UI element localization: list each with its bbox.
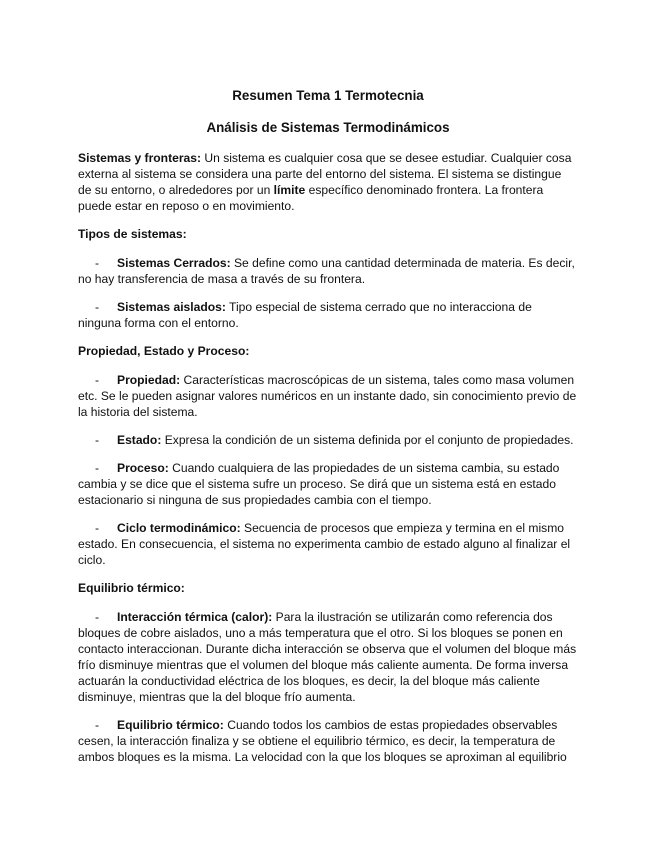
item-term: Propiedad: (117, 373, 181, 387)
bullet-dash: - (95, 300, 100, 314)
bullet-dash: - (95, 373, 100, 387)
section-heading-equilibrio: Equilibrio térmico: (78, 581, 185, 595)
item-text: Cuando todos los cambios de estas propiedades observables cesen, la interacción finaliza y se obtiene el equilibrio térmico, es decir, la temperatura de ambos bloques es la misma. La velocidad con la que los bloques se aproximan al equilibrio (78, 718, 567, 764)
item-text: Secuencia de procesos que empieza y termina en el mismo estado. En consecuencia, el sistema no experimenta cambio de estado alguno al finalizar el ciclo. (78, 521, 571, 567)
intro-text-1: Un sistema es cualquier cosa que se desee estudiar. Cualquier cosa externa al sistema se considera una parte del entorno del sistema. El sistema se distingue de su entorno, o alrededores por un (78, 151, 572, 197)
list-item (78, 520, 578, 568)
list-item (78, 372, 578, 420)
list-item (78, 432, 578, 448)
list-item (78, 299, 578, 331)
item-term: Estado: (117, 433, 162, 447)
list-item (78, 717, 578, 765)
bullet-dash: - (95, 718, 100, 732)
document-page (78, 88, 578, 777)
list-item (78, 460, 578, 508)
intro-emphasis: límite (273, 183, 306, 197)
item-text: Se define como una cantidad determinada de materia. Es decir, no hay transferencia de masa a través de su frontera. (78, 256, 575, 286)
item-text: Cuando cualquiera de las propiedades de un sistema cambia, su estado cambia y se dice que el sistema sufre un proceso. Se dirá que un sistema está en estado estacionario si ninguna de sus propiedades cambia con el tiempo. (78, 461, 560, 507)
item-text: Para la ilustración se utilizarán como referencia dos bloques de cobre aislados, uno a más temperatura que el otro. Si los bloques se ponen en contacto interaccionan. Durante dicha interacción se observa que el volumen del bloque más frío disminuye mientras que el volumen del bloque más caliente aumenta. De forma inversa actuarán la conductividad eléctrica de los bloques, es decir, la del bloque más caliente disminuye, mientras que la del bloque frío aumenta. (78, 610, 577, 704)
item-term: Equilibrio térmico: (117, 718, 224, 732)
bullet-dash: - (95, 610, 100, 624)
item-term: Ciclo termodinámico: (117, 521, 241, 535)
intro-term: Sistemas y fronteras: (78, 151, 202, 165)
list-item (78, 609, 578, 705)
item-text: Características macroscópicas de un sistema, tales como masa volumen etc. Se le pueden asignar valores numéricos en un instante dado, sin conocimiento previo de la historia del sistema. (78, 373, 577, 419)
bullet-dash: - (95, 521, 100, 535)
item-term: Sistemas aislados: (117, 300, 226, 314)
list-item (78, 255, 578, 287)
intro-paragraph (78, 150, 578, 214)
item-term: Proceso: (117, 461, 169, 475)
bullet-dash: - (95, 461, 100, 475)
section-heading-tipos: Tipos de sistemas: (78, 227, 187, 241)
item-text: Expresa la condición de un sistema definida por el conjunto de propiedades. (161, 433, 574, 447)
bullet-dash: - (95, 433, 100, 447)
document-title: Resumen Tema 1 Termotecnia (232, 88, 424, 103)
document-subtitle: Análisis de Sistemas Termodinámicos (206, 120, 450, 135)
section-heading-propiedad: Propiedad, Estado y Proceso: (78, 344, 250, 358)
item-term: Interacción térmica (calor): (117, 610, 273, 624)
item-term: Sistemas Cerrados: (117, 256, 231, 270)
item-text: Tipo especial de sistema cerrado que no interacciona de ninguna forma con el entorno. (78, 300, 532, 330)
bullet-dash: - (95, 256, 100, 270)
intro-text-2: específico denominado frontera. La frontera puede estar en reposo o en movimiento. (78, 183, 544, 213)
